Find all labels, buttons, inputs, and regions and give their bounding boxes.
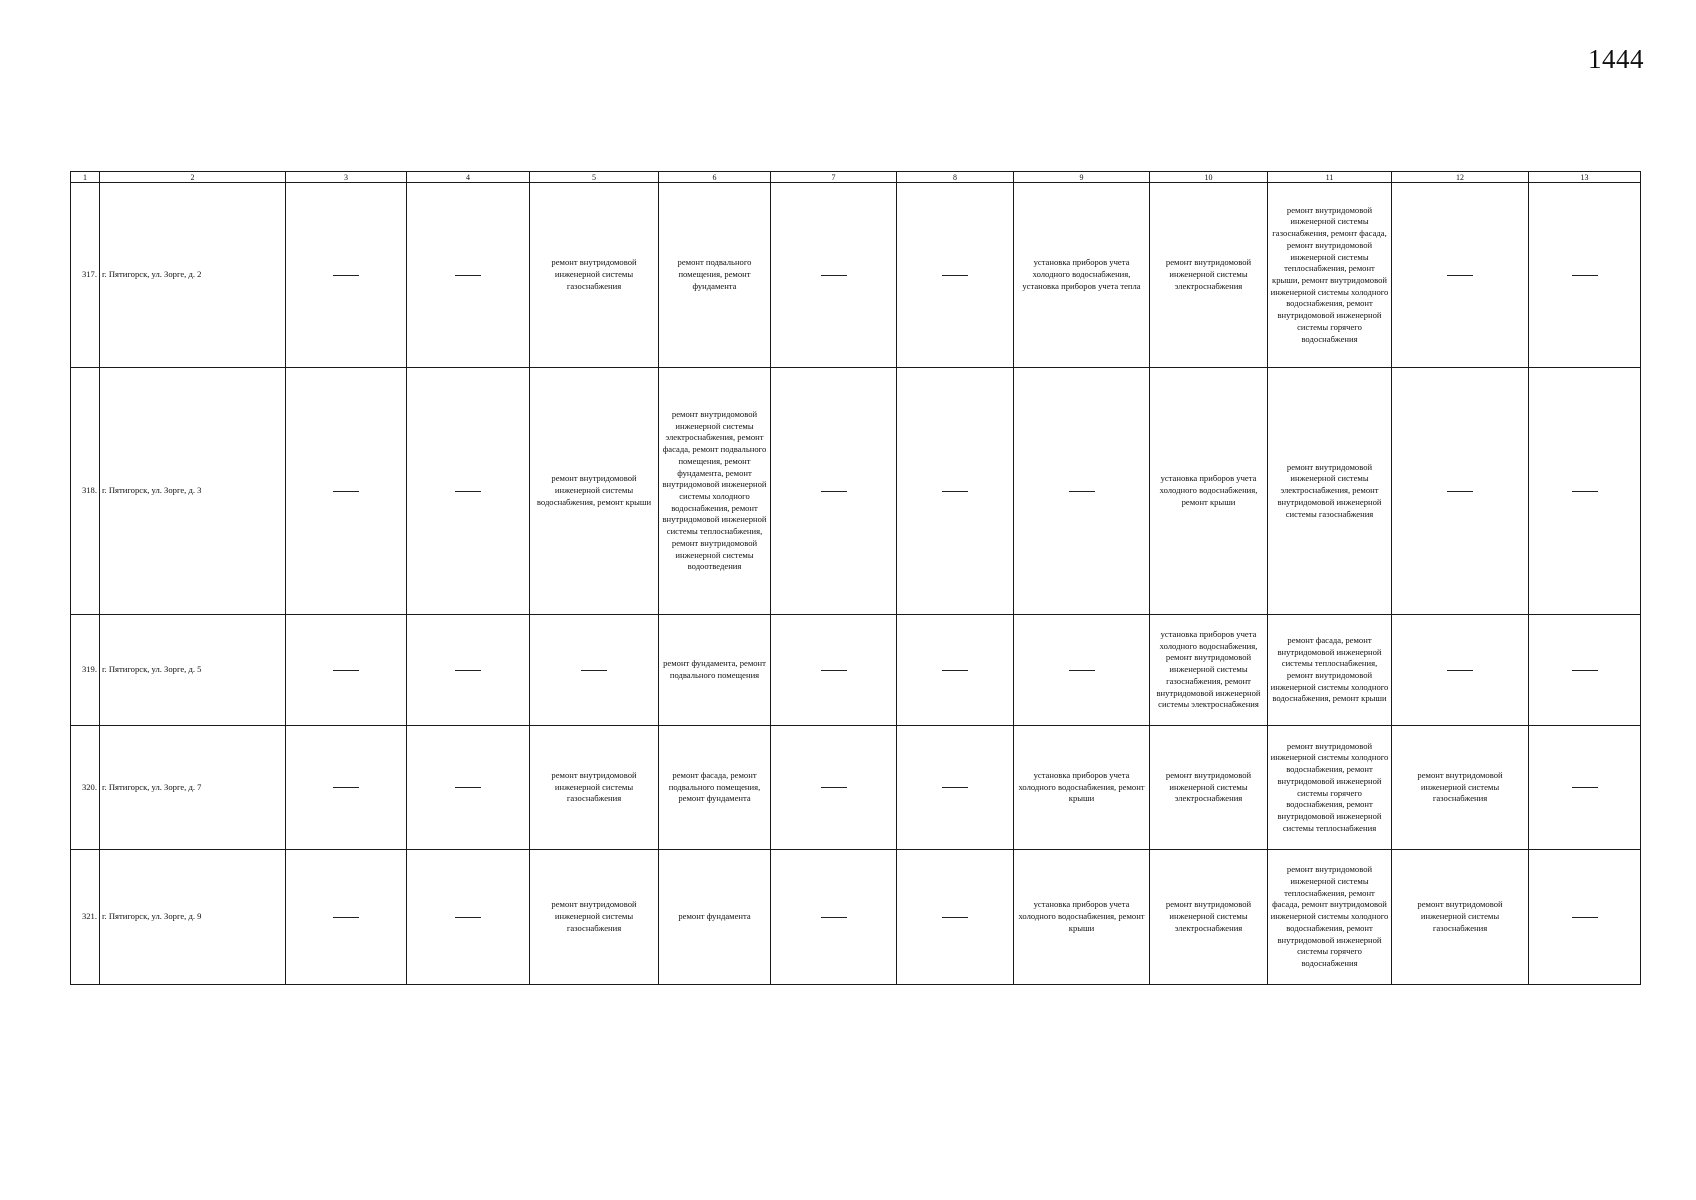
dash-mark (821, 275, 847, 276)
address-cell: г. Пятигорск, ул. Зорге, д. 5 (100, 615, 286, 726)
dash-mark (1572, 787, 1598, 788)
empty-cell (286, 615, 407, 726)
empty-cell (286, 183, 407, 368)
row-number: 319. (71, 615, 100, 726)
dash-mark (333, 787, 359, 788)
column-header: 13 (1529, 172, 1641, 183)
empty-cell (1529, 183, 1641, 368)
table-row (71, 850, 1641, 985)
column-header: 7 (771, 172, 897, 183)
column-header: 4 (407, 172, 530, 183)
empty-cell (1529, 615, 1641, 726)
dash-mark (942, 275, 968, 276)
empty-cell (1529, 850, 1641, 985)
dash-mark (455, 491, 481, 492)
empty-cell (1529, 726, 1641, 850)
dash-mark (821, 787, 847, 788)
dash-mark (1069, 491, 1095, 492)
column-header: 5 (530, 172, 659, 183)
row-number: 317. (71, 183, 100, 368)
work-type-cell: ремонт внутридомовой инженерной системы газоснабжения (530, 183, 659, 368)
empty-cell (1392, 183, 1529, 368)
empty-cell (897, 850, 1014, 985)
address-cell: г. Пятигорск, ул. Зорге, д. 7 (100, 726, 286, 850)
empty-cell (1014, 368, 1150, 615)
dash-mark (455, 787, 481, 788)
empty-cell (897, 183, 1014, 368)
work-type-cell: ремонт внутридомовой инженерной системы холодного водоснабжения, ремонт внутридомовой инженерной системы горячего водоснабжения, ремонт внутридомовой инженерной системы теплоснабжения (1268, 726, 1392, 850)
dash-mark (821, 917, 847, 918)
dash-mark (1572, 917, 1598, 918)
dash-mark (1069, 670, 1095, 671)
column-header: 3 (286, 172, 407, 183)
empty-cell (286, 368, 407, 615)
work-type-cell: установка приборов учета холодного водоснабжения, ремонт крыши (1014, 850, 1150, 985)
empty-cell (1529, 368, 1641, 615)
column-header: 9 (1014, 172, 1150, 183)
work-type-cell: установка приборов учета холодного водоснабжения, ремонт крыши (1014, 726, 1150, 850)
empty-cell (771, 850, 897, 985)
empty-cell (530, 615, 659, 726)
dash-mark (455, 670, 481, 671)
work-type-cell: установка приборов учета холодного водоснабжения, установка приборов учета тепла (1014, 183, 1150, 368)
work-type-cell: ремонт внутридомовой инженерной системы газоснабжения (530, 726, 659, 850)
work-type-cell: ремонт внутридомовой инженерной системы газоснабжения (1392, 726, 1529, 850)
column-header: 8 (897, 172, 1014, 183)
work-type-cell: ремонт внутридомовой инженерной системы электроснабжения (1150, 726, 1268, 850)
empty-cell (897, 615, 1014, 726)
table-row (71, 183, 1641, 368)
empty-cell (407, 183, 530, 368)
dash-mark (1572, 275, 1598, 276)
empty-cell (771, 615, 897, 726)
work-type-cell: ремонт внутридомовой инженерной системы водоснабжения, ремонт крыши (530, 368, 659, 615)
work-type-cell: ремонт фасада, ремонт подвального помещения, ремонт фундамента (659, 726, 771, 850)
empty-cell (771, 183, 897, 368)
address-cell: г. Пятигорск, ул. Зорге, д. 9 (100, 850, 286, 985)
column-header: 10 (1150, 172, 1268, 183)
empty-cell (1392, 615, 1529, 726)
dash-mark (455, 917, 481, 918)
dash-mark (942, 491, 968, 492)
table-row (71, 368, 1641, 615)
empty-cell (771, 726, 897, 850)
column-header: 6 (659, 172, 771, 183)
work-type-cell: ремонт внутридомовой инженерной системы теплоснабжения, ремонт фасада, ремонт внутридомовой инженерной системы холодного водоснабжения, ремонт внутридомовой инженерной системы горячего водоснабжения (1268, 850, 1392, 985)
empty-cell (407, 726, 530, 850)
table-body (71, 183, 1641, 985)
dash-mark (333, 491, 359, 492)
dash-mark (942, 670, 968, 671)
work-type-cell: ремонт внутридомовой инженерной системы газоснабжения, ремонт фасада, ремонт внутридомовой инженерной системы теплоснабжения, ремонт крыши, ремонт внутридомовой инженерной системы холодного водоснабжения, ремонт внутридомовой инженерной системы горячего водоснабжения (1268, 183, 1392, 368)
empty-cell (1392, 368, 1529, 615)
work-type-cell: установка приборов учета холодного водоснабжения, ремонт внутридомовой инженерной системы газоснабжения, ремонт внутридомовой инженерной системы электроснабжения (1150, 615, 1268, 726)
dash-mark (455, 275, 481, 276)
column-header: 12 (1392, 172, 1529, 183)
empty-cell (407, 368, 530, 615)
page-number: 1444 (1588, 44, 1644, 74)
empty-cell (897, 368, 1014, 615)
work-type-cell: ремонт внутридомовой инженерной системы электроснабжения (1150, 850, 1268, 985)
dash-mark (333, 670, 359, 671)
dash-mark (1572, 491, 1598, 492)
work-type-cell: ремонт подвального помещения, ремонт фундамента (659, 183, 771, 368)
address-cell: г. Пятигорск, ул. Зорге, д. 2 (100, 183, 286, 368)
dash-mark (333, 917, 359, 918)
table-row (71, 615, 1641, 726)
work-type-cell: ремонт фундамента (659, 850, 771, 985)
dash-mark (1447, 275, 1473, 276)
empty-cell (407, 615, 530, 726)
empty-cell (897, 726, 1014, 850)
work-type-cell: ремонт внутридомовой инженерной системы электроснабжения, ремонт фасада, ремонт подвального помещения, ремонт фундамента, ремонт внутридомовой инженерной системы холодного водоснабжения, ремонт внутридомовой инженерной системы теплоснабжения, ремонт внутридомовой инженерной системы водоотведения (659, 368, 771, 615)
empty-cell (1014, 615, 1150, 726)
dash-mark (942, 787, 968, 788)
empty-cell (407, 850, 530, 985)
work-type-cell: установка приборов учета холодного водоснабжения, ремонт крыши (1150, 368, 1268, 615)
dash-mark (581, 670, 607, 671)
work-type-cell: ремонт внутридомовой инженерной системы газоснабжения (1392, 850, 1529, 985)
table-row (71, 726, 1641, 850)
work-type-cell: ремонт фасада, ремонт внутридомовой инженерной системы теплоснабжения, ремонт внутридомовой инженерной системы холодного водоснабжения, ремонт крыши (1268, 615, 1392, 726)
column-header: 2 (100, 172, 286, 183)
work-type-cell: ремонт внутридомовой инженерной системы электроснабжения, ремонт внутридомовой инженерной системы газоснабжения (1268, 368, 1392, 615)
row-number: 318. (71, 368, 100, 615)
empty-cell (771, 368, 897, 615)
dash-mark (333, 275, 359, 276)
work-type-cell: ремонт фундамента, ремонт подвального помещения (659, 615, 771, 726)
column-number-row (71, 172, 1641, 183)
work-type-cell: ремонт внутридомовой инженерной системы электроснабжения (1150, 183, 1268, 368)
row-number: 321. (71, 850, 100, 985)
address-cell: г. Пятигорск, ул. Зорге, д. 3 (100, 368, 286, 615)
dash-mark (1447, 491, 1473, 492)
row-number: 320. (71, 726, 100, 850)
dash-mark (1572, 670, 1598, 671)
dash-mark (821, 491, 847, 492)
work-type-cell: ремонт внутридомовой инженерной системы газоснабжения (530, 850, 659, 985)
column-header: 1 (71, 172, 100, 183)
empty-cell (286, 850, 407, 985)
column-header: 11 (1268, 172, 1392, 183)
capital-repair-table (70, 171, 1641, 985)
dash-mark (821, 670, 847, 671)
dash-mark (1447, 670, 1473, 671)
empty-cell (286, 726, 407, 850)
dash-mark (942, 917, 968, 918)
